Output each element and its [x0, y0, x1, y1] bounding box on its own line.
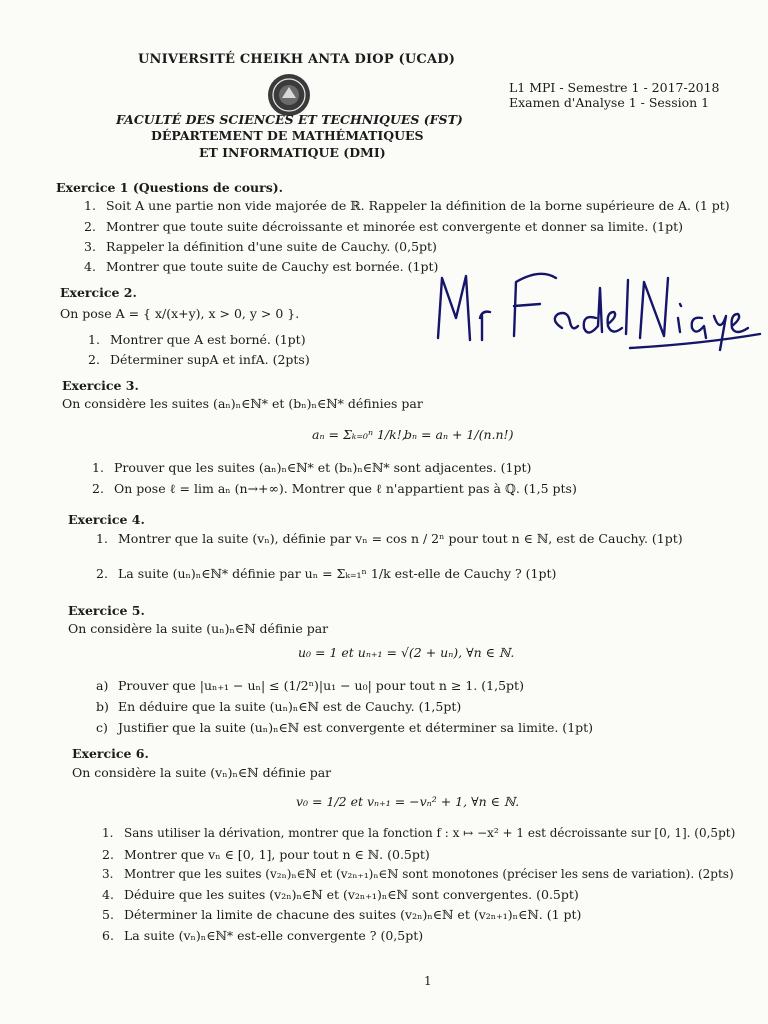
ex1-item-1: 1. Soit A une partie non vide majorée de ℝ. Rappeler la définition de la borne supérieure de A. (1 pt) — [84, 198, 730, 213]
ex6-item-1: 1. Sans utiliser la dérivation, montrer que la fonction f : x ↦ −x² + 1 est décroissante sur [0, 1]. (0,5pt) — [102, 826, 736, 840]
ex1-item-2: 2. Montrer que toute suite décroissante et minorée est convergente et donner sa limite. (1pt) — [84, 219, 684, 234]
exercise-3-title: Exercice 3. — [62, 378, 139, 393]
ex5-item-a: a) Prouver que |uₙ₊₁ − uₙ| ≤ (1/2ⁿ)|u₁ − u₀| pour tout n ≥ 1. (1,5pt) — [96, 678, 524, 693]
handwritten-signature — [430, 258, 765, 358]
ex4-item-1: 1. Montrer que la suite (vₙ), définie par vₙ = cos n / 2ⁿ pour tout n ∈ ℕ, est de Cauchy. (1pt) — [96, 531, 683, 546]
ex4-item-2: 2. La suite (uₙ)ₙ∈ℕ* définie par uₙ = Σₖ₌₁ⁿ 1/k est-elle de Cauchy ? (1pt) — [96, 566, 557, 581]
ex6-formula: v₀ = 1/2 et vₙ₊₁ = −vₙ² + 1, ∀n ∈ ℕ. — [296, 794, 520, 809]
exam-title: Examen d'Analyse 1 - Session 1 — [509, 95, 710, 110]
ex1-item-4: 4. Montrer que toute suite de Cauchy est bornée. (1pt) — [84, 259, 439, 274]
exercise-6-title: Exercice 6. — [72, 746, 149, 761]
department-line-1: DÉPARTEMENT DE MATHÉMATIQUES — [151, 128, 424, 143]
ex5-item-c: c) Justifier que la suite (uₙ)ₙ∈ℕ est convergente et déterminer sa limite. (1pt) — [96, 720, 594, 735]
ex3-item-2: 2. On pose ℓ = lim aₙ (n→+∞). Montrer que ℓ n'appartient pas à ℚ. (1,5 pts) — [92, 481, 577, 496]
ex2-item-2: 2. Déterminer supA et infA. (2pts) — [88, 352, 310, 367]
ex3-intro: On considère les suites (aₙ)ₙ∈ℕ* et (bₙ)ₙ∈ℕ* définies par — [62, 396, 423, 411]
ex3-formula-a: aₙ = Σₖ₌₀ⁿ 1/k!, — [312, 427, 406, 442]
exercise-4-title: Exercice 4. — [68, 512, 145, 527]
ex6-item-3: 3. Montrer que les suites (v₂ₙ)ₙ∈ℕ et (v₂ₙ₊₁)ₙ∈ℕ sont monotones (préciser les sens de variation). (2pts) — [102, 867, 734, 881]
exercise-1-title: Exercice 1 (Questions de cours). — [56, 180, 284, 195]
exercise-5-title: Exercice 5. — [68, 603, 145, 618]
page-number: 1 — [424, 974, 432, 988]
ex6-item-2: 2. Montrer que vₙ ∈ [0, 1], pour tout n ∈ ℕ. (0.5pt) — [102, 847, 430, 862]
ex6-item-6: 6. La suite (vₙ)ₙ∈ℕ* est-elle convergente ? (0,5pt) — [102, 928, 424, 943]
ex2-item-1: 1. Montrer que A est borné. (1pt) — [88, 332, 306, 347]
ex5-formula: u₀ = 1 et uₙ₊₁ = √(2 + uₙ), ∀n ∈ ℕ. — [298, 645, 515, 660]
exam-level: L1 MPI - Semestre 1 - 2017-2018 — [509, 80, 720, 95]
university-name: UNIVERSITÉ CHEIKH ANTA DIOP (UCAD) — [138, 52, 456, 67]
exercise-2-title: Exercice 2. — [60, 285, 137, 300]
faculty-name: FACULTÉ DES SCIENCES ET TECHNIQUES (FST) — [116, 112, 463, 127]
ex5-intro: On considère la suite (uₙ)ₙ∈ℕ définie par — [68, 621, 329, 636]
ex6-item-4: 4. Déduire que les suites (v₂ₙ)ₙ∈ℕ et (v₂ₙ₊₁)ₙ∈ℕ sont convergentes. (0.5pt) — [102, 887, 579, 902]
ex1-item-3: 3. Rappeler la définition d'une suite de Cauchy. (0,5pt) — [84, 239, 437, 254]
ex6-intro: On considère la suite (vₙ)ₙ∈ℕ définie par — [72, 765, 332, 780]
ex2-set-definition: On pose A = { x/(x+y), x > 0, y > 0 }. — [60, 306, 300, 321]
ex6-item-5: 5. Déterminer la limite de chacune des suites (v₂ₙ)ₙ∈ℕ et (v₂ₙ₊₁)ₙ∈ℕ. (1 pt) — [102, 907, 582, 922]
ex3-item-1: 1. Prouver que les suites (aₙ)ₙ∈ℕ* et (bₙ)ₙ∈ℕ* sont adjacentes. (1pt) — [92, 460, 532, 475]
ex3-formula-b: bₙ = aₙ + 1/(n.n!) — [404, 427, 514, 442]
ex5-item-b: b) En déduire que la suite (uₙ)ₙ∈ℕ est de Cauchy. (1,5pt) — [96, 699, 462, 714]
department-line-2: ET INFORMATIQUE (DMI) — [199, 145, 386, 160]
